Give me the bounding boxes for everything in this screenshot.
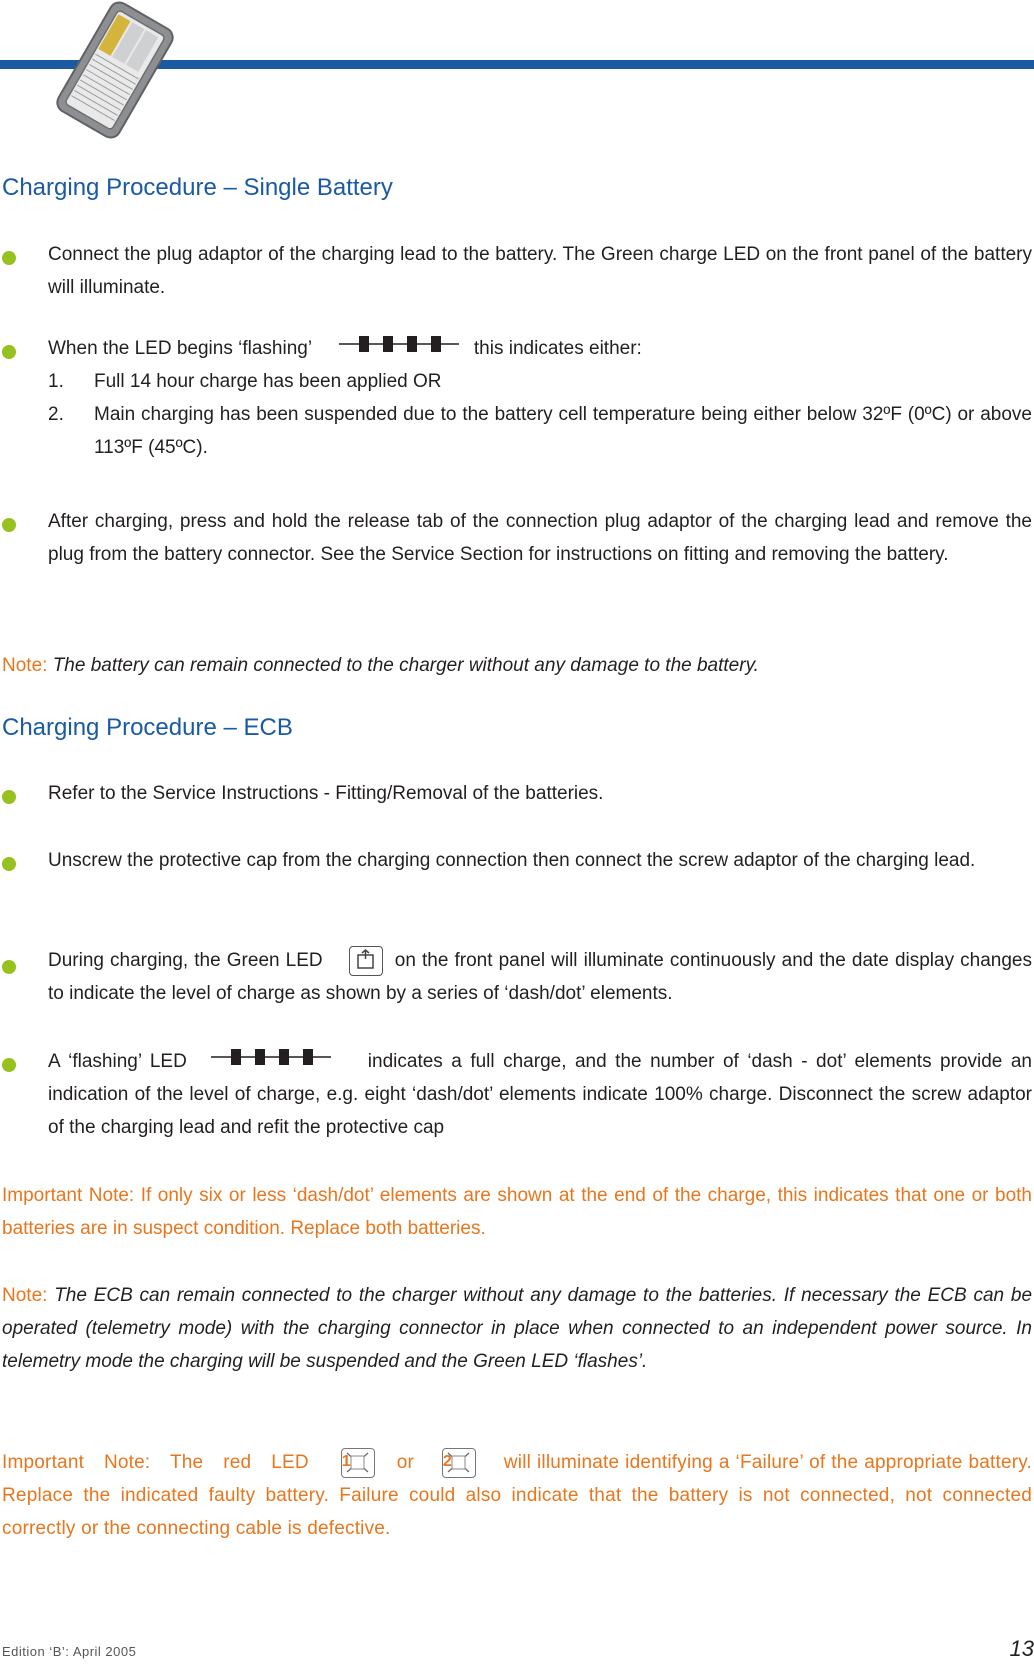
list-number: 1. xyxy=(48,371,64,392)
battery-pack-image xyxy=(50,0,180,140)
instruction-during-charging xyxy=(48,944,1032,1010)
bullet-icon xyxy=(2,518,16,532)
section-heading-ecb: Charging Procedure – ECB xyxy=(2,714,293,741)
section-heading-single-battery: Charging Procedure – Single Battery xyxy=(2,174,393,201)
bullet-icon xyxy=(2,251,16,265)
instruction-refer-service: Refer to the Service Instructions - Fitting/Removal of the batteries. xyxy=(48,783,604,804)
note-battery xyxy=(2,649,1032,682)
during-charging-text-after: on the front panel will illuminate continuously and the date display changes to indicate the level of charge as shown by a series of ‘dash/dot’ elements. xyxy=(48,950,1032,1004)
bullet-icon xyxy=(2,960,16,974)
bullet-icon xyxy=(2,345,16,359)
red-led-1-icon xyxy=(341,1448,375,1478)
failure-text-after: will illuminate identifying a ‘Failure’ of the appropriate battery. Replace the indicated faulty battery. Failure could also indicate that the battery is not connected, not connected correctly or the connecting cable is defective. xyxy=(2,1452,1033,1539)
led-flashing-text: When the LED begins ‘flashing’ xyxy=(48,338,312,359)
instruction-unscrew-cap: Unscrew the protective cap from the charging connection then connect the screw adaptor of the charging lead. xyxy=(48,850,976,871)
list-number: 2. xyxy=(48,404,64,425)
failure-text: Important Note: The red LED xyxy=(2,1452,309,1473)
flashing-led-text: A ‘flashing’ LED xyxy=(48,1051,187,1072)
list-item-suspended: Main charging has been suspended due to the battery cell temperature being either below 32ºF (0ºC) or above 113ºF (45ºC). xyxy=(94,404,1032,458)
list-item-full-charge: Full 14 hour charge has been applied OR xyxy=(94,371,442,392)
charge-led-icon xyxy=(349,946,383,976)
instruction-flashing-led xyxy=(48,1045,1032,1144)
failure-or-text: or xyxy=(396,1452,414,1473)
note-text: The battery can remain connected to the charger without any damage to the battery. xyxy=(52,655,759,676)
dash-dot-led-icon xyxy=(339,332,459,365)
important-note-failure xyxy=(2,1446,1032,1545)
red-led-2-icon xyxy=(442,1448,476,1478)
instruction-after-charging: After charging, press and hold the release tab of the connection plug adaptor of the charging lead and remove the plug from the battery connector. See the Service Section for instructions on fitting and removing the battery. xyxy=(48,511,1032,565)
edition-footer: Edition ‘B’: April 2005 xyxy=(2,1644,137,1659)
note-ecb xyxy=(2,1279,1032,1378)
led-flashing-text-after: this indicates either: xyxy=(473,338,642,359)
flashing-led-text-after: indicates a full charge, and the number of ‘dash - dot’ elements provide an indication of the level of charge, e.g. eight ‘dash/dot’ elements indicate 100% charge. Disconnect the screw adaptor of the charging lead and refit the protective cap xyxy=(48,1051,1033,1139)
page-number: 13 xyxy=(1009,1636,1034,1661)
important-note-suspect: Important Note: If only six or less ‘dash/dot’ elements are shown at the end of the charge, this indicates that one or both batteries are in suspect condition. Replace both batteries. xyxy=(2,1185,1032,1239)
instruction-connect-plug: Connect the plug adaptor of the charging lead to the battery. The Green charge LED on the front panel of the battery will illuminate. xyxy=(48,244,1032,298)
bullet-icon xyxy=(2,1058,16,1072)
red-led-2-label: 2 xyxy=(442,1452,453,1470)
bullet-icon xyxy=(2,857,16,871)
note-label: Note: xyxy=(2,1285,48,1306)
dash-dot-led-icon xyxy=(211,1045,331,1078)
during-charging-text: During charging, the Green LED xyxy=(48,950,323,971)
bullet-icon xyxy=(2,790,16,804)
note-label: Note: xyxy=(2,655,48,676)
note-text: The ECB can remain connected to the charger without any damage to the batteries. If necessary the ECB can be operated (telemetry mode) with the charging connector in place when connected to an independent power source. In telemetry mode the charging will be suspended and the Green LED ‘flashes’. xyxy=(2,1285,1033,1372)
instruction-led-flashing xyxy=(48,332,1032,365)
red-led-1-label: 1 xyxy=(341,1452,351,1470)
